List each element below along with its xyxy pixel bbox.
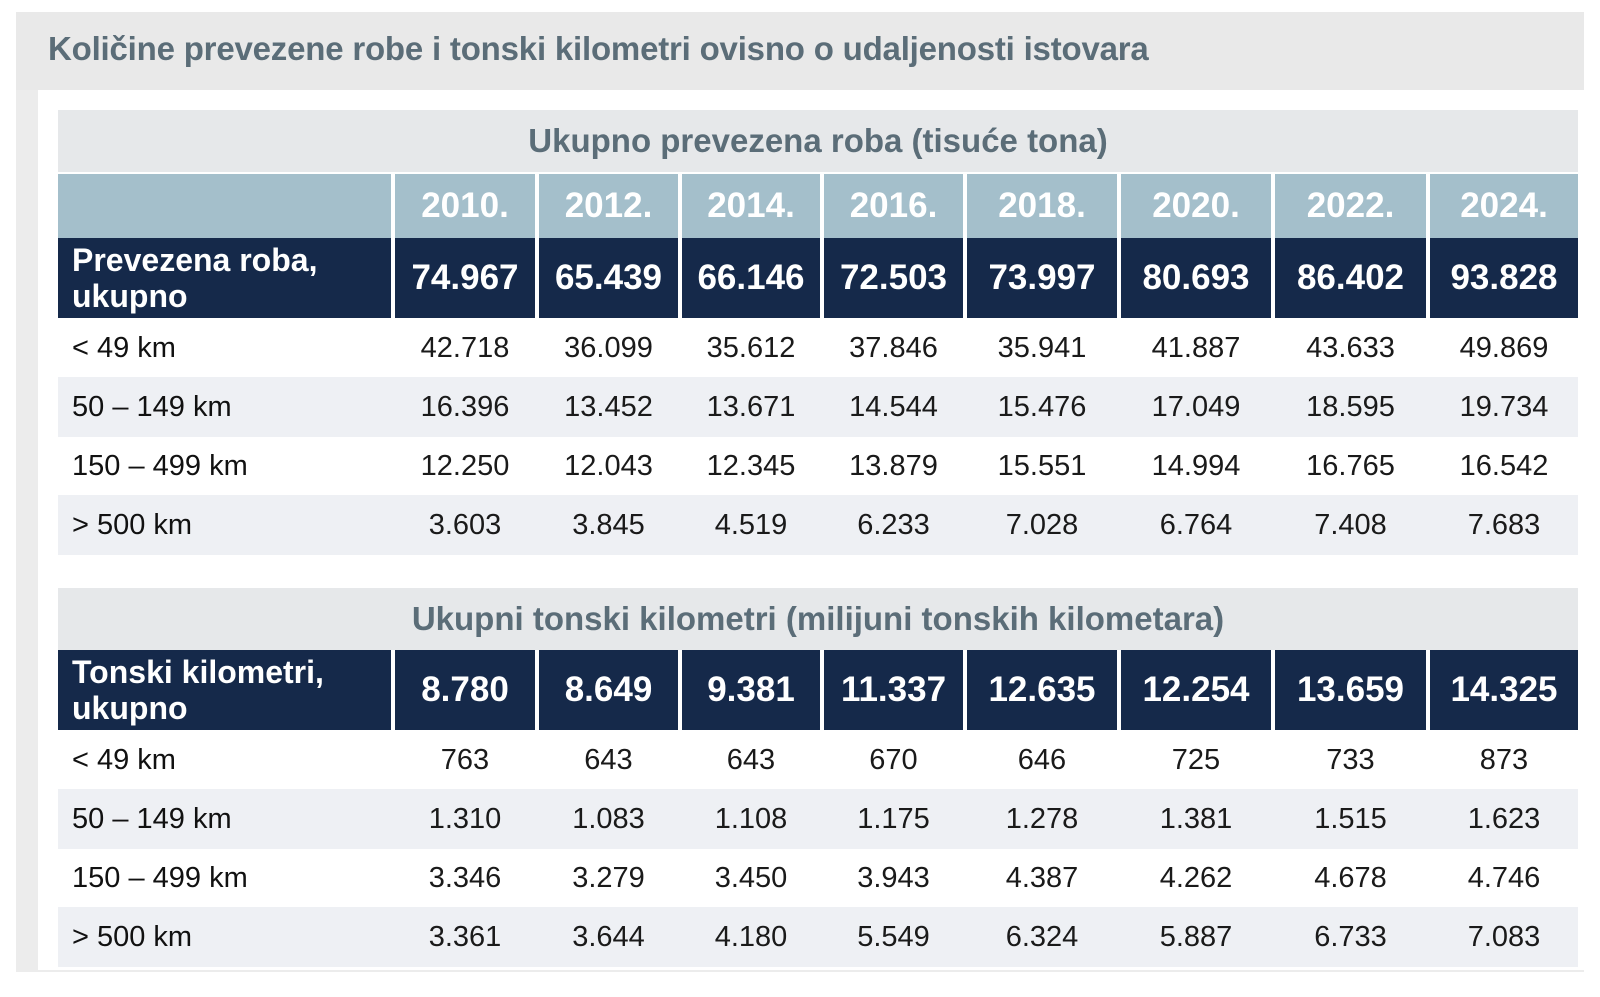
row-value: 14.544 (849, 390, 938, 423)
goods-total-value: 80.693 (1121, 238, 1271, 318)
row-label: 50 – 149 km (72, 390, 232, 423)
row-value: 36.099 (564, 331, 653, 364)
year-header-cell: 2016. (824, 174, 963, 238)
row-value: 7.083 (1467, 920, 1541, 953)
tkm-total-row (58, 650, 1578, 730)
goods-total-value: 73.997 (967, 238, 1117, 318)
row-label: > 500 km (72, 920, 193, 953)
tkm-total-value: 8.649 (539, 650, 678, 730)
row-value: 1.083 (572, 802, 645, 835)
goods-total-value: 72.503 (824, 238, 963, 318)
row-value: 37.846 (849, 331, 938, 364)
year-header-cell: 2010. (395, 174, 535, 238)
tkm-total-value: 11.337 (824, 650, 963, 730)
row-value: 49.869 (1459, 331, 1549, 364)
row-label: 150 – 499 km (72, 449, 248, 482)
year-header-cell: 2014. (682, 174, 820, 238)
row-value: 15.476 (997, 390, 1087, 423)
row-value: 3.346 (428, 861, 502, 894)
table-row (58, 436, 1578, 496)
row-label: 50 – 149 km (72, 802, 232, 835)
row-value: 16.396 (420, 390, 510, 423)
goods-total-value: 65.439 (539, 238, 678, 318)
tkm-total-value: 14.325 (1430, 650, 1578, 730)
year-header-cell: 2012. (539, 174, 678, 238)
year-header-cell: 2022. (1275, 174, 1426, 238)
row-value: 6.733 (1314, 920, 1387, 953)
row-value: 14.994 (1151, 449, 1241, 482)
table-row (58, 789, 1578, 849)
row-value: 1.108 (714, 802, 788, 835)
table-row (58, 318, 1578, 378)
tkm-total-label-line1: Tonski kilometri, (72, 654, 324, 690)
row-value: 733 (1326, 743, 1375, 776)
row-value: 670 (869, 743, 918, 776)
row-value: 42.718 (420, 331, 510, 364)
row-value: 3.361 (428, 920, 502, 953)
row-value: 4.387 (1005, 861, 1079, 894)
row-value: 3.450 (714, 861, 788, 894)
row-label: < 49 km (72, 331, 176, 364)
goods-total-row (58, 238, 1578, 318)
row-value: 1.175 (857, 802, 930, 835)
row-value: 7.028 (1005, 508, 1079, 541)
year-header-row (58, 174, 1578, 238)
year-header-cell: 2024. (1430, 174, 1578, 238)
row-value: 6.324 (1005, 920, 1079, 953)
tkm-total-value: 13.659 (1275, 650, 1426, 730)
table-row (58, 377, 1578, 437)
table-row (58, 495, 1578, 555)
row-label: > 500 km (72, 508, 193, 541)
tkm-total-value: 12.635 (967, 650, 1117, 730)
table-row (58, 848, 1578, 908)
row-value: 5.549 (857, 920, 930, 953)
row-value: 646 (1017, 743, 1067, 776)
row-value: 6.764 (1159, 508, 1233, 541)
row-value: 35.612 (706, 331, 796, 364)
row-value: 13.671 (706, 390, 796, 423)
row-value: 643 (584, 743, 633, 776)
row-value: 4.262 (1159, 861, 1233, 894)
tkm-total-value: 9.381 (682, 650, 820, 730)
row-value: 41.887 (1151, 331, 1241, 364)
year-header-cell: 2018. (967, 174, 1117, 238)
tkm-total-value: 8.780 (395, 650, 535, 730)
row-value: 4.746 (1467, 861, 1541, 894)
goods-total-value: 66.146 (682, 238, 820, 318)
row-value: 7.683 (1467, 508, 1541, 541)
row-value: 6.233 (857, 508, 930, 541)
row-value: 13.879 (849, 449, 938, 482)
goods-section-heading: Ukupno prevezena roba (tisuće tona) (58, 110, 1578, 172)
year-header-corner (58, 174, 391, 238)
year-header-cell: 2020. (1121, 174, 1271, 238)
row-value: 763 (440, 743, 490, 776)
row-value: 4.519 (714, 508, 788, 541)
goods-total-value: 74.967 (395, 238, 535, 318)
goods-total-label-line1: Prevezena roba, (72, 242, 318, 278)
row-value: 873 (1479, 743, 1529, 776)
row-value: 643 (726, 743, 776, 776)
row-value: 12.345 (706, 449, 796, 482)
goods-total-value: 93.828 (1430, 238, 1578, 318)
row-value: 12.043 (564, 449, 653, 482)
row-value: 1.278 (1005, 802, 1079, 835)
goods-total-label (58, 238, 391, 318)
row-value: 15.551 (997, 449, 1087, 482)
row-label: < 49 km (72, 743, 176, 776)
tkm-total-label (58, 650, 391, 730)
table-row (58, 730, 1578, 790)
row-value: 4.678 (1314, 861, 1387, 894)
row-value: 5.887 (1159, 920, 1233, 953)
tkm-section-heading: Ukupni tonski kilometri (milijuni tonskih kilometara) (58, 588, 1578, 650)
tkm-total-label-line2: ukupno (72, 690, 188, 726)
row-value: 19.734 (1459, 390, 1549, 423)
row-value: 43.633 (1306, 331, 1395, 364)
row-value: 1.623 (1467, 802, 1541, 835)
row-value: 1.515 (1314, 802, 1387, 835)
table-row (58, 907, 1578, 967)
row-value: 3.644 (572, 920, 645, 953)
page-title: Količine prevezene robe i tonski kilometri ovisno o udaljenosti istovara (48, 30, 1149, 67)
row-value: 18.595 (1306, 390, 1395, 423)
row-value: 12.250 (420, 449, 510, 482)
row-value: 1.381 (1159, 802, 1233, 835)
goods-total-label-line2: ukupno (72, 278, 188, 314)
row-value: 4.180 (714, 920, 788, 953)
row-value: 17.049 (1151, 390, 1241, 423)
row-value: 3.943 (857, 861, 930, 894)
row-value: 3.603 (428, 508, 502, 541)
row-value: 725 (1171, 743, 1221, 776)
row-value: 16.542 (1459, 449, 1549, 482)
row-value: 3.845 (572, 508, 645, 541)
row-value: 3.279 (572, 861, 645, 894)
row-value: 7.408 (1314, 508, 1387, 541)
row-value: 1.310 (428, 802, 502, 835)
row-label: 150 – 499 km (72, 861, 248, 894)
row-value: 13.452 (564, 390, 653, 423)
row-value: 35.941 (997, 331, 1087, 364)
goods-total-value: 86.402 (1275, 238, 1426, 318)
row-value: 16.765 (1306, 449, 1395, 482)
tkm-total-value: 12.254 (1121, 650, 1271, 730)
